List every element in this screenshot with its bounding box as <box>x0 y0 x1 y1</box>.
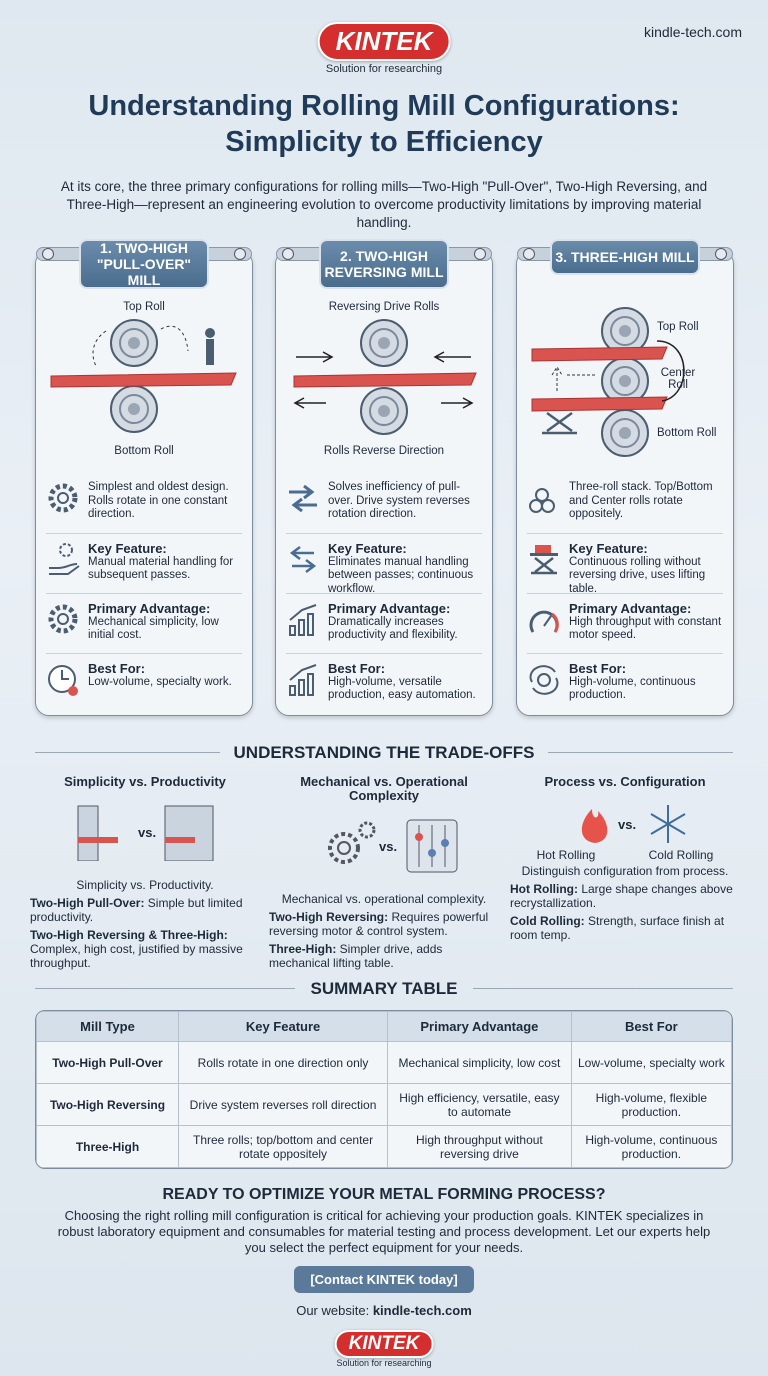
tradeoffs-cols-0-points-1-b: Two-High Reversing & Three-High: <box>30 928 228 942</box>
cards-0-title_a: 1. TWO-HIGH <box>100 240 188 256</box>
tradeoffs-cols-0-title: Simplicity vs. Productivity <box>64 774 226 789</box>
summary-rows-1-1: Drive system reverses roll direction <box>179 1084 388 1126</box>
cards-2-rows-1-text: Continuous rolling without reversing drive, uses lifting table. <box>569 555 706 595</box>
summary-heading: SUMMARY TABLE <box>310 979 458 998</box>
mill-card-3 <box>516 250 734 716</box>
two-high-pullover-diagram <box>36 301 254 461</box>
summary-rows-2-2: High throughput without reversing drive <box>388 1126 572 1168</box>
tradeoffs-cols-2-points-1-b: Cold Rolling: <box>510 914 585 928</box>
tradeoffs-cols-0-points-0-t: Simple but limited productivity. <box>30 896 243 924</box>
machine-comparison-icon <box>60 801 230 861</box>
summary-headers-3: Best For <box>571 1012 731 1042</box>
summary-headers-2: Primary Advantage <box>388 1012 572 1042</box>
top-roll-label: Top Roll <box>657 321 699 333</box>
tradeoffs-cols-2-points-0-t: Large shape changes above recrystallization. <box>510 882 733 910</box>
card-feature-row <box>527 533 723 596</box>
cta-website_label: Our website: <box>296 1303 370 1318</box>
tradeoffs-cols-1-title: Mechanical vs. Operational Complexity <box>300 774 468 803</box>
growth-chart-icon <box>286 662 320 696</box>
page-title <box>0 88 768 160</box>
card-feature-row <box>286 653 482 703</box>
cards-1-rows-1-head: Key Feature: <box>328 541 407 556</box>
cards-0-rows-3-head: Best For: <box>88 661 146 676</box>
tradeoffs-cols-2-cold: Cold Rolling <box>648 848 714 862</box>
tradeoffs-cols-1-points-0-b: Two-High Reversing: <box>269 910 389 924</box>
tradeoffs-cols-2-points-0-b: Hot Rolling: <box>510 882 578 896</box>
cards-1-title_b: REVERSING MILL <box>324 264 444 280</box>
cards-2-rows-3-head: Best For: <box>569 661 627 676</box>
summary-rows-2-0: Three-High <box>37 1126 179 1168</box>
summary-rows-1-2: High efficiency, versatile, easy to automate <box>388 1084 572 1126</box>
tradeoffs-vs: vs. <box>379 839 398 854</box>
cards-1-rows-0-text: Solves inefficiency of pull-over. Drive system reverses rotation direction. <box>328 481 470 520</box>
card-feature-row <box>527 473 723 522</box>
card-feature-row <box>46 653 242 696</box>
cta-text: Choosing the right rolling mill configuration is critical for achieving your production goals. KINTEK specializes in robust laboratory equipment and consumables for material testing and process development. Let our experts help you select the perfect equipment for your needs. <box>57 1208 711 1255</box>
summary-rows-0-2: Mechanical simplicity, low cost <box>388 1042 572 1084</box>
summary-rows-0-3: Low-volume, specialty work <box>571 1042 731 1084</box>
swap-arrows-icon <box>286 481 320 515</box>
website-link[interactable]: kindle-tech.com <box>372 1303 472 1318</box>
tradeoff-complexity <box>269 775 499 970</box>
lifting-table-icon <box>527 542 561 576</box>
cards-1-title_a: 2. TWO-HIGH <box>340 248 428 264</box>
cta-section <box>0 1186 768 1318</box>
cards-2-rows-2-text: High throughput with constant motor speed. <box>569 615 722 641</box>
top-roll-label: Reversing Drive Rolls <box>328 301 440 313</box>
contact-button[interactable]: [Contact KINTEK today] <box>294 1266 473 1293</box>
tradeoffs-cols-1-points-0-t: Requires powerful reversing motor & control system. <box>269 910 489 938</box>
tradeoffs-cols-2-points-1-t: Strength, surface finish at room temp. <box>510 914 725 942</box>
clock-icon <box>46 662 80 696</box>
card-feature-row <box>46 593 242 643</box>
cards-0-rows-3-text: Low-volume, specialty work. <box>88 675 232 688</box>
growth-chart-icon <box>286 602 320 636</box>
brand-name: KINTEK <box>318 22 451 61</box>
tradeoffs-heading: UNDERSTANDING THE TRADE-OFFS <box>233 743 535 762</box>
summary-rows-0-0: Two-High Pull-Over <box>37 1042 179 1084</box>
title_line1: Understanding Rolling Mill Configurations: <box>88 90 680 122</box>
tradeoffs-cols-1-points-1-t: Simpler drive, adds mechanical lifting table. <box>269 942 443 970</box>
tradeoffs-cols-1-points-1-b: Three-High: <box>269 942 337 956</box>
cards-1-rows-3-text: High-volume, versatile production, easy automation. <box>328 675 476 701</box>
cards-2-title_a: 3. THREE-HIGH MILL <box>555 249 695 265</box>
brand-tagline: Solution for researching <box>336 1358 432 1368</box>
brand-name: KINTEK <box>335 1330 434 1358</box>
bottom-roll-label: Rolls Reverse Direction <box>323 445 445 457</box>
summary-rows-1-3: High-volume, flexible production. <box>571 1084 731 1126</box>
mill-card-1 <box>35 240 253 716</box>
cards-0-rows-0-text: Simplest and oldest design. Rolls rotate in one constant direction. <box>88 481 229 520</box>
cards-1-rows-3-head: Best For: <box>328 661 386 676</box>
flame-vs-snowflake-icon <box>540 801 710 845</box>
roll-stack-icon <box>527 481 561 515</box>
tradeoff-process <box>510 775 740 942</box>
gears-vs-sliders-icon <box>299 815 469 875</box>
site-url[interactable]: kindle-tech.com <box>643 24 742 40</box>
top-roll-label: Top Roll <box>123 301 165 313</box>
cards-0-title_b: "PULL-OVER" MILL <box>96 256 192 288</box>
hand-gear-icon <box>46 542 80 576</box>
card-title <box>319 239 449 289</box>
table-header-row <box>37 1012 732 1042</box>
intro-text: At its core, the three primary configurations for rolling mills—Two-High "Pull-Over", Two-High Reversing, and Three-High—represent an engineering evolution to overcome productivity limitations by improving material handling. <box>60 179 708 230</box>
summary-rows-2-1: Three rolls; top/bottom and center rotate oppositely <box>179 1126 388 1168</box>
cards-0-rows-1-text: Manual material handling for subsequent passes. <box>88 555 234 581</box>
cards-0-rows-2-head: Primary Advantage: <box>88 601 211 616</box>
cards-2-rows-0-text: Three-roll stack. Top/Bottom and Center rolls rotate oppositely. <box>569 481 713 520</box>
card-feature-row <box>527 593 723 643</box>
gear-icon <box>46 481 80 515</box>
cards-1-rows-1-text: Eliminates manual handling between passes; continuous workflow. <box>328 555 474 595</box>
card-feature-row <box>286 533 482 596</box>
table-row <box>37 1126 732 1168</box>
gear-icon <box>46 602 80 636</box>
footer-logo <box>335 1330 434 1368</box>
two-high-reversing-diagram <box>276 301 494 461</box>
cycle-arrows-icon <box>286 542 320 576</box>
cta-heading: READY TO OPTIMIZE YOUR METAL FORMING PROCESS? <box>162 1186 606 1203</box>
table-row <box>37 1084 732 1126</box>
tradeoffs-cols-2-hot: Hot Rolling <box>536 848 596 862</box>
tradeoffs-cols-0-points-0-b: Two-High Pull-Over: <box>30 896 145 910</box>
tradeoffs-vs: vs. <box>138 825 157 840</box>
card-feature-row <box>46 533 242 583</box>
tradeoffs-cols-1-caption: Mechanical vs. operational complexity. <box>281 892 487 906</box>
card-feature-row <box>286 473 482 522</box>
bottom-roll-label: Bottom Roll <box>657 427 717 439</box>
tradeoffs-cols-0-caption: Simplicity vs. Productivity. <box>76 878 214 892</box>
card-feature-row <box>527 653 723 703</box>
gauge-icon <box>527 602 561 636</box>
cards-0-rows-2-text: Mechanical simplicity, low initial cost. <box>88 615 219 641</box>
cards-1-rows-2-head: Primary Advantage: <box>328 601 451 616</box>
title_line2: Simplicity to Efficiency <box>225 126 543 158</box>
summary-heading <box>0 979 768 999</box>
tradeoffs-cols-2-caption: Distinguish configuration from process. <box>521 864 729 878</box>
brand-tagline: Solution for researching <box>325 63 443 75</box>
tradeoffs-vs: vs. <box>618 817 637 832</box>
cards-2-rows-1-head: Key Feature: <box>569 541 648 556</box>
summary-headers-0: Mill Type <box>37 1012 179 1042</box>
center-roll-label: Center Roll <box>660 367 696 391</box>
summary-table <box>35 1010 733 1169</box>
card-title <box>79 239 209 289</box>
header-logo <box>318 22 451 75</box>
tradeoffs-cols-0-points-1-t: Complex, high cost, justified by massive throughput. <box>30 942 243 970</box>
card-title <box>550 239 700 275</box>
tradeoffs-cols-2-title: Process vs. Configuration <box>544 774 706 789</box>
mill-card-2 <box>275 250 493 716</box>
tradeoff-simplicity <box>30 775 260 970</box>
summary-headers-1: Key Feature <box>179 1012 388 1042</box>
cards-1-rows-2-text: Dramatically increases productivity and flexibility. <box>328 615 458 641</box>
summary-rows-2-3: High-volume, continuous production. <box>571 1126 731 1168</box>
tradeoffs-heading <box>0 743 768 763</box>
summary-rows-1-0: Two-High Reversing <box>37 1084 179 1126</box>
bottom-roll-label: Bottom Roll <box>114 445 174 457</box>
table-row <box>37 1042 732 1084</box>
card-feature-row <box>46 473 242 522</box>
cards-2-rows-2-head: Primary Advantage: <box>569 601 692 616</box>
cards-0-rows-1-head: Key Feature: <box>88 541 167 556</box>
cards-2-rows-3-text: High-volume, continuous production. <box>569 675 696 701</box>
loop-icon <box>527 662 561 696</box>
card-feature-row <box>286 593 482 643</box>
summary-rows-0-1: Rolls rotate in one direction only <box>179 1042 388 1084</box>
